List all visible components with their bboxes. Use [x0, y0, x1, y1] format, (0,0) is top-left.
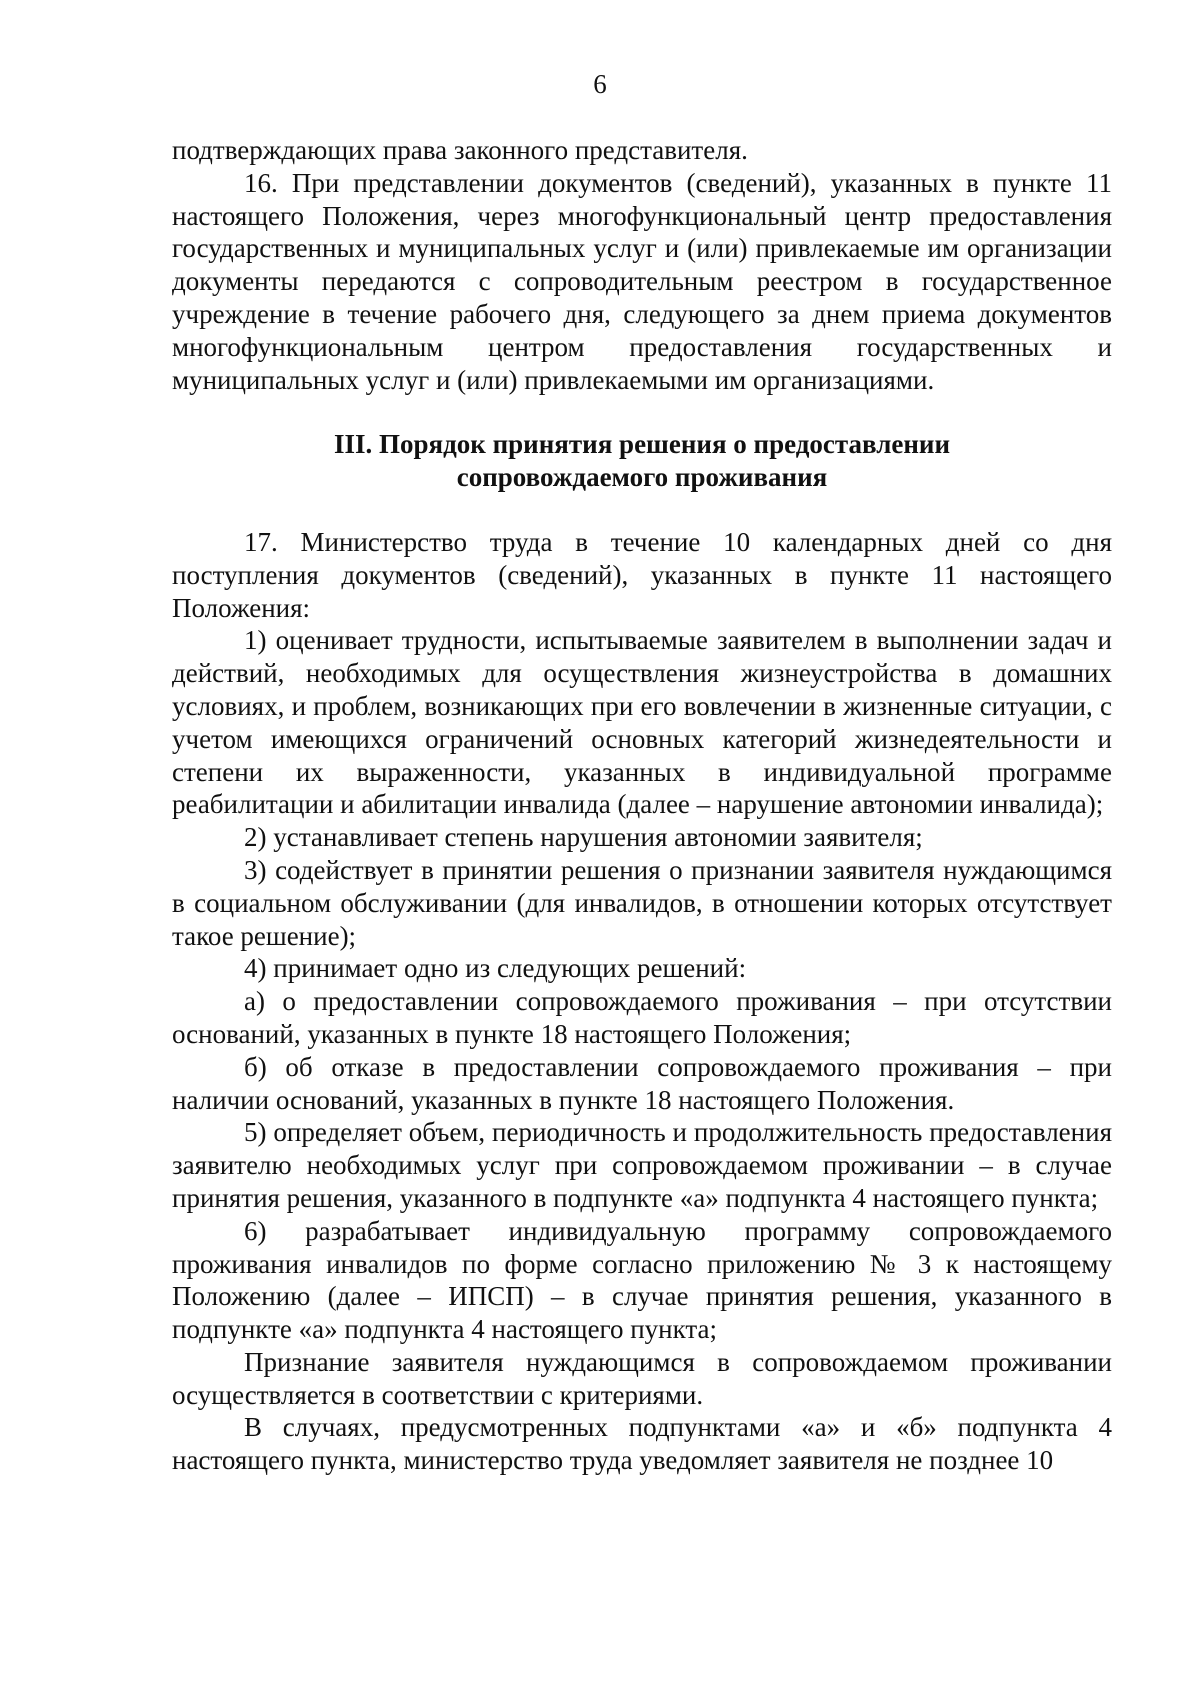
list-item-4: 4) принимает одно из следующих решений:: [244, 953, 747, 984]
section-heading: [172, 428, 1112, 494]
paragraph-recognition: Признание заявителя нуждающимся в сопровождаемом проживании осуществляется в соответствии с критериями.: [172, 1346, 1112, 1410]
page-number: 6: [593, 69, 607, 99]
section-heading-line-1: III. Порядок принятия решения о предоставлении: [333, 429, 951, 460]
list-subitem-4a: а) о предоставлении сопровождаемого проживания – при отсутствии оснований, указанных в пункте 18 настоящего Положения;: [172, 986, 1112, 1049]
document-body: [172, 134, 1112, 1477]
paragraph-notification: В случаях, предусмотренных подпунктами «а» и «б» подпункта 4 настоящего пункта, министерство труда уведомляет заявителя не позднее 10: [172, 1412, 1112, 1476]
paragraph-17: 17. Министерство труда в течение 10 календарных дней со дня поступления документов (сведений), указанных в пункте 11 настоящего Положения:: [172, 526, 1112, 623]
list-item-2: 2) устанавливает степень нарушения автономии заявителя;: [244, 822, 923, 853]
continuation-line: подтверждающих права законного представителя.: [172, 135, 748, 165]
list-item-5: 5) определяет объем, периодичность и продолжительность предоставления заявителю необходимых услуг при сопровождаемом проживании – в случае принятия решения, указанного в подпункте «а» подпункта 4 настоящего пункта;: [172, 1117, 1112, 1213]
list-item-6: 6) разрабатывает индивидуальную программу сопровождаемого проживания инвалидов по форме согласно приложению № 3 к настоящему Положению (далее – ИПСП) – в случае принятия решения, указанного в подпункте «а» подпункта 4 настоящего пункта;: [172, 1215, 1112, 1345]
list-subitem-4b: б) об отказе в предоставлении сопровождаемого проживания – при наличии оснований, указанных в пункте 18 настоящего Положения.: [172, 1051, 1112, 1115]
section-heading-line-2: сопровождаемого проживания: [456, 462, 828, 493]
list-item-1: 1) оценивает трудности, испытываемые заявителем в выполнении задач и действий, необходимых для осуществления жизнеустройства в домашних условиях, и проблем, возникающих при его вовлечении в жизненные ситуации, с учетом имеющихся ограничений основных категорий жизнедеятельности и степени их выраженности, указанных в индивидуальной программе реабилитации и абилитации инвалида (далее – нарушение автономии инвалида);: [172, 625, 1112, 820]
list-item-3: 3) содействует в принятии решения о признании заявителя нуждающимся в социальном обслуживании (для инвалидов, в отношении которых отсутствует такое решение);: [172, 854, 1112, 951]
paragraph-16: 16. При представлении документов (сведений), указанных в пункте 11 настоящего Положения, через многофункциональный центр предоставления государственных и муниципальных услуг и (или) привлекаемые им организации документы передаются с сопроводительным реестром в государственное учреждение в течение рабочего дня, следующего за днем приема документов многофункциональным центром предоставления государственных и муниципальных услуг и (или) привлекаемыми им организациями.: [172, 167, 1112, 395]
